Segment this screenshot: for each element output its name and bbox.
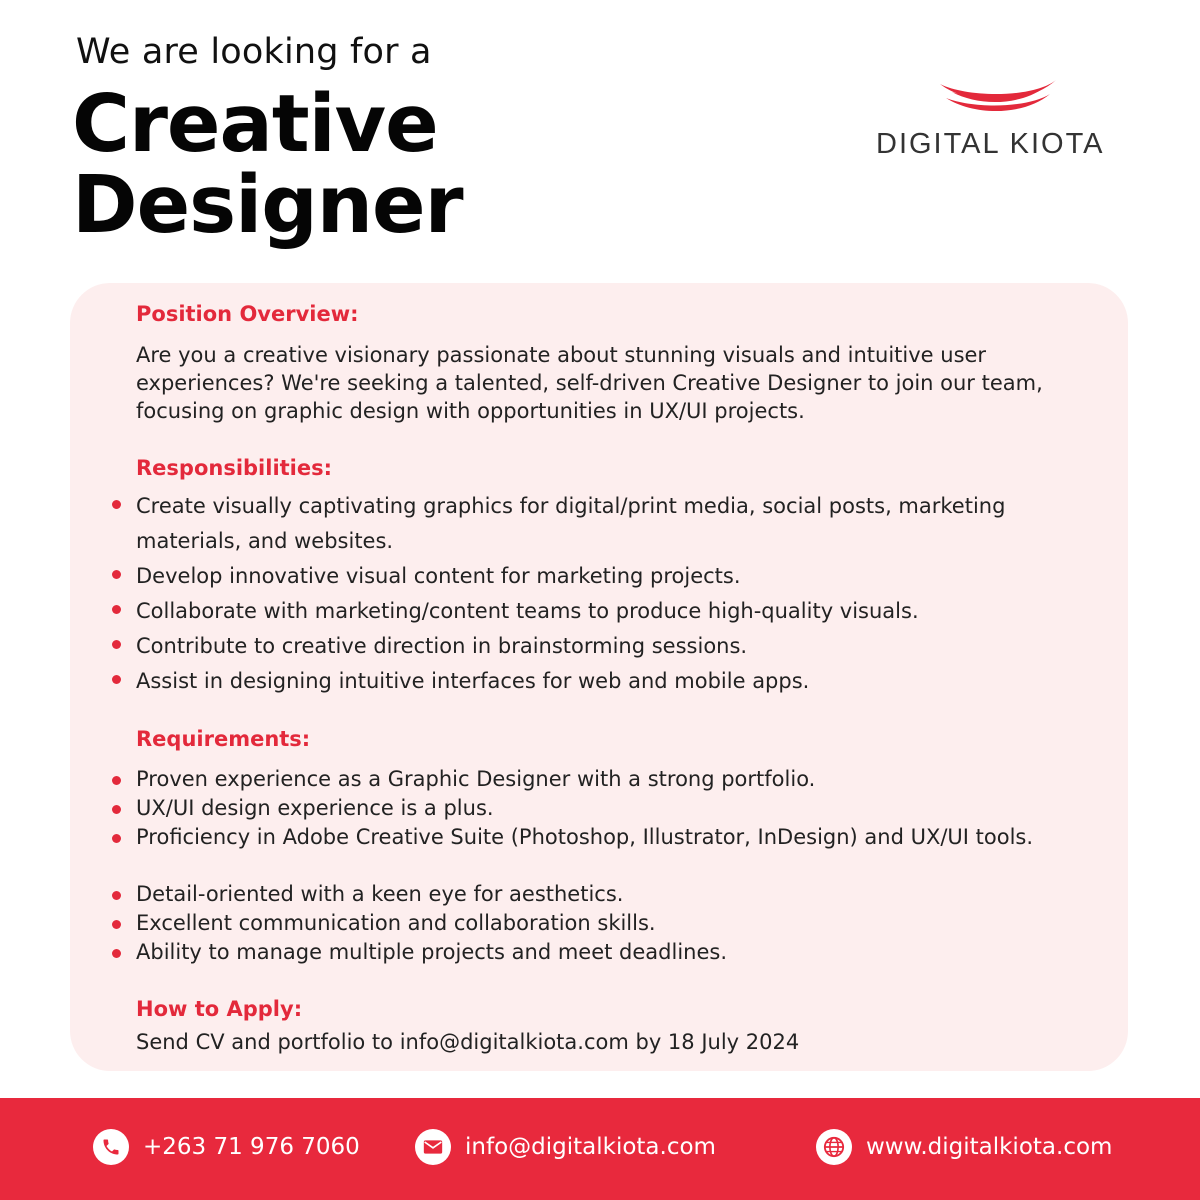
overview-title: Position Overview: [136,302,359,326]
logo-wing-mark [938,76,1058,120]
requirement-item: UX/UI design experience is a plus. [136,794,1096,823]
digital-kiota-logo [876,76,1118,166]
header-kicker: We are looking for a [76,32,432,72]
apply-title: How to Apply: [136,997,303,1021]
website-link[interactable]: www.digitalkiota.com [866,1134,1113,1160]
phone-icon [93,1129,129,1165]
globe-icon [816,1129,852,1165]
responsibility-item: Assist in designing intuitive interfaces for web and mobile apps. [136,664,1096,699]
job-title [72,78,463,251]
requirement-item: Proficiency in Adobe Creative Suite (Photoshop, Illustrator, InDesign) and UX/UI tools. [136,823,1036,852]
requirement-item: Excellent communication and collaboration skills. [136,909,1096,938]
requirement-item: Detail-oriented with a keen eye for aesthetics. [136,880,1096,909]
responsibility-item: Create visually captivating graphics for digital/print media, social posts, marketing materials, and websites. [136,489,1096,559]
requirement-item: Ability to manage multiple projects and meet deadlines. [136,938,1096,967]
email-link[interactable]: info@digitalkiota.com [465,1134,716,1160]
responsibilities-title: Responsibilities: [136,456,333,480]
responsibility-item: Contribute to creative direction in brainstorming sessions. [136,629,1096,664]
logo-wordmark: DIGITAL KIOTA [876,128,1105,160]
requirements-title: Requirements: [136,727,311,751]
phone-number[interactable]: +263 71 976 7060 [143,1134,360,1160]
overview-body: Are you a creative visionary passionate about stunning visuals and intuitive user experiences? We're seeking a talented, self-driven Creative Designer to join our team, focusing on graphic design with opportunities in UX/UI projects. [136,343,1043,423]
job-title-line-2: Designer [72,159,463,251]
mail-icon [415,1129,451,1165]
apply-body: Send CV and portfolio to info@digitalkiota.com by 18 July 2024 [136,1030,800,1054]
job-title-line-1: Creative [72,78,438,170]
requirement-item: Proven experience as a Graphic Designer with a strong portfolio. [136,765,1096,794]
responsibility-item: Develop innovative visual content for marketing projects. [136,559,1096,594]
responsibility-item: Collaborate with marketing/content teams to produce high-quality visuals. [136,594,1096,629]
